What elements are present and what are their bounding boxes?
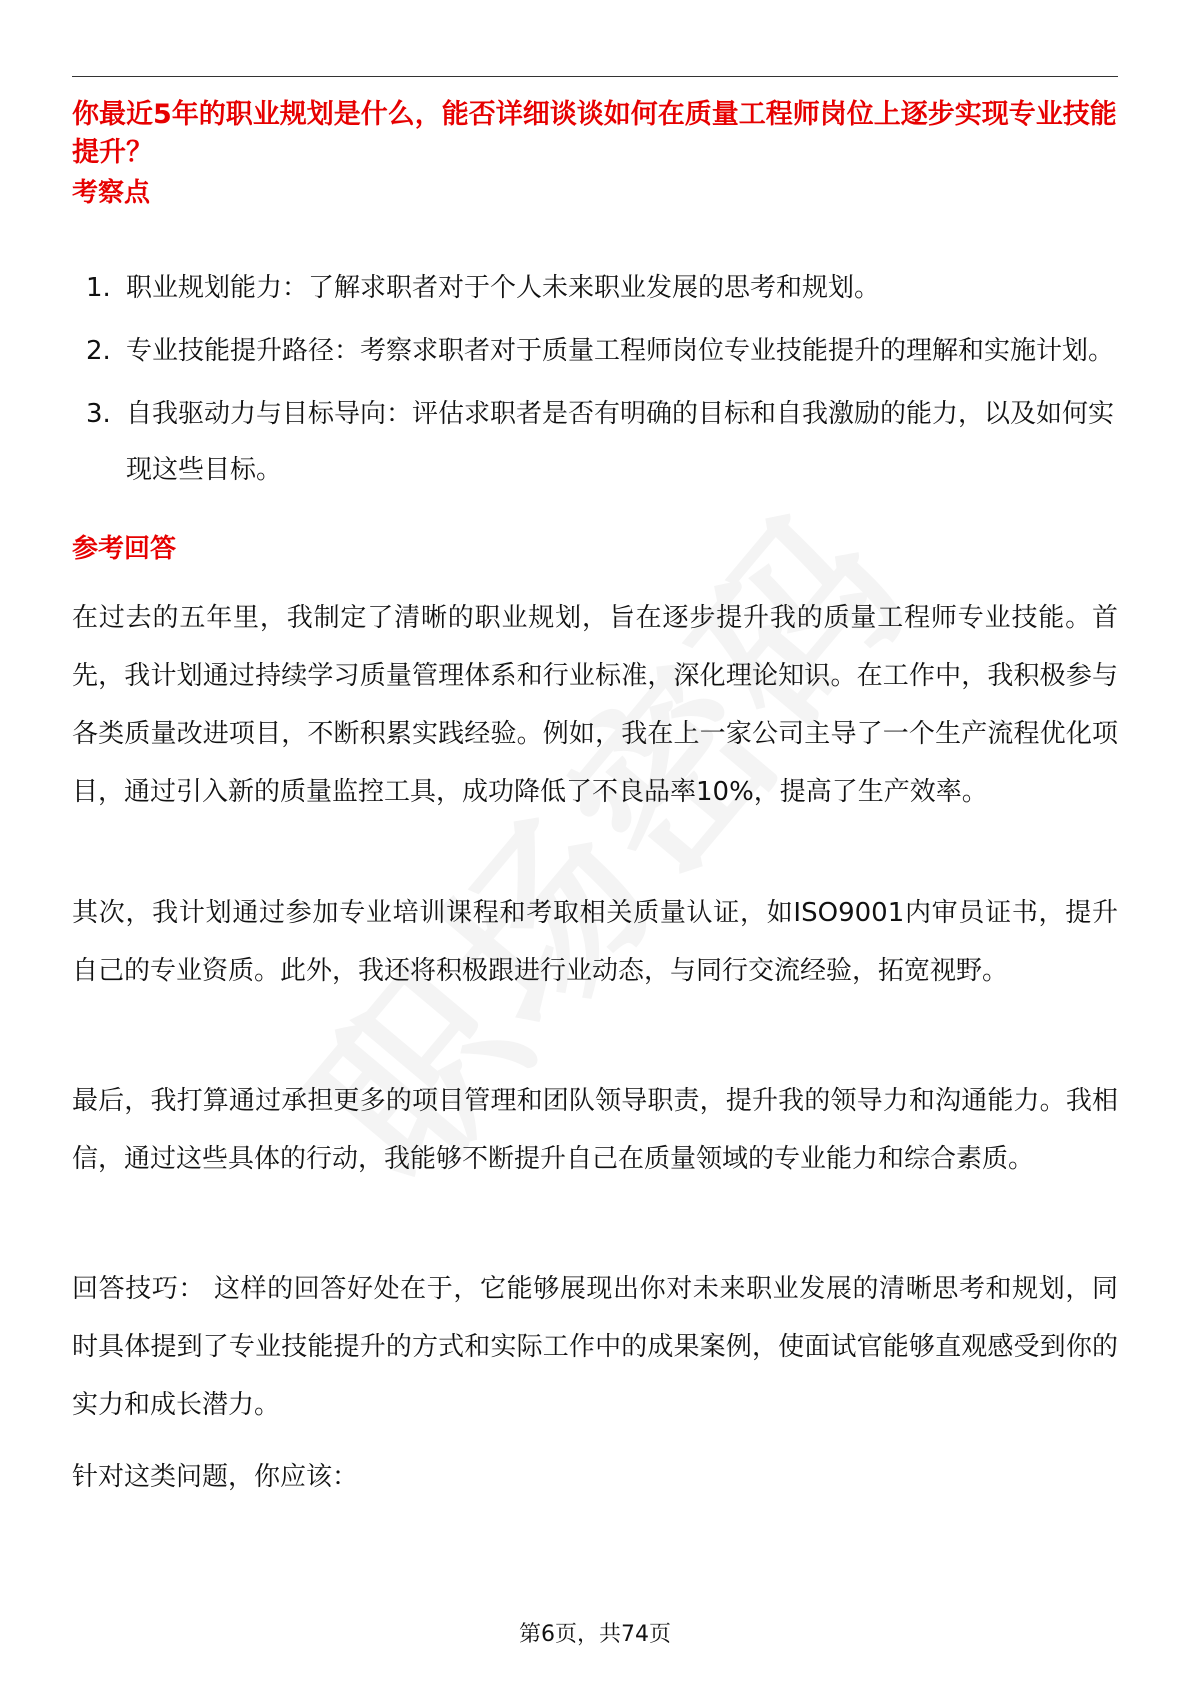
question-title: 你最近5年的职业规划是什么，能否详细谈谈如何在质量工程师岗位上逐步实现专业技能提升？ [72, 99, 1117, 168]
answer-closing-line: 针对这类问题，你应该： [72, 1462, 359, 1492]
answer-paragraph: 其次，我计划通过参加专业培训课程和考取相关质量认证，如ISO9001内审员证书，提升自己的专业资质。此外，我还将积极跟进行业动态，与同行交流经验，拓宽视野。 [72, 898, 1118, 986]
list-item-number: 3. [86, 399, 111, 429]
list-item-number: 2. [86, 336, 111, 366]
assessment-heading: 考察点 [72, 178, 151, 208]
list-item-number: 1. [86, 273, 111, 303]
list-item [72, 386, 1118, 498]
list-item-text: 专业技能提升路径：考察求职者对于质量工程师岗位专业技能提升的理解和实施计划。 [126, 336, 1115, 366]
list-item-text: 自我驱动力与目标导向：评估求职者是否有明确的目标和自我激励的能力，以及如何实现这些目标。 [126, 399, 1115, 485]
answer-paragraph: 最后，我打算通过承担更多的项目管理和团队领导职责，提升我的领导力和沟通能力。我相信，通过这些具体的行动，我能够不断提升自己在质量领域的专业能力和综合素质。 [72, 1086, 1118, 1174]
list-item [72, 323, 1118, 379]
answer-paragraph: 在过去的五年里，我制定了清晰的职业规划，旨在逐步提升我的质量工程师专业技能。首先，我计划通过持续学习质量管理体系和行业标准，深化理论知识。在工作中，我积极参与各类质量改进项目，不断积累实践经验。例如，我在上一家公司主导了一个生产流程优化项目，通过引入新的质量监控工具，成功降低了不良品率10%，提高了生产效率。 [72, 603, 1118, 807]
list-item [72, 260, 1118, 316]
page-number: 第6页，共74页 [519, 1622, 671, 1647]
top-divider [72, 76, 1118, 77]
assessment-list [72, 260, 1118, 505]
answer-heading: 参考回答 [72, 534, 177, 564]
answer-tips-paragraph: 回答技巧： 这样的回答好处在于，它能够展现出你对未来职业发展的清晰思考和规划，同时具体提到了专业技能提升的方式和实际工作中的成果案例，使面试官能够直观感受到你的实力和成长潜力。 [72, 1274, 1118, 1420]
list-item-text: 职业规划能力：了解求职者对于个人未来职业发展的思考和规划。 [126, 273, 881, 303]
